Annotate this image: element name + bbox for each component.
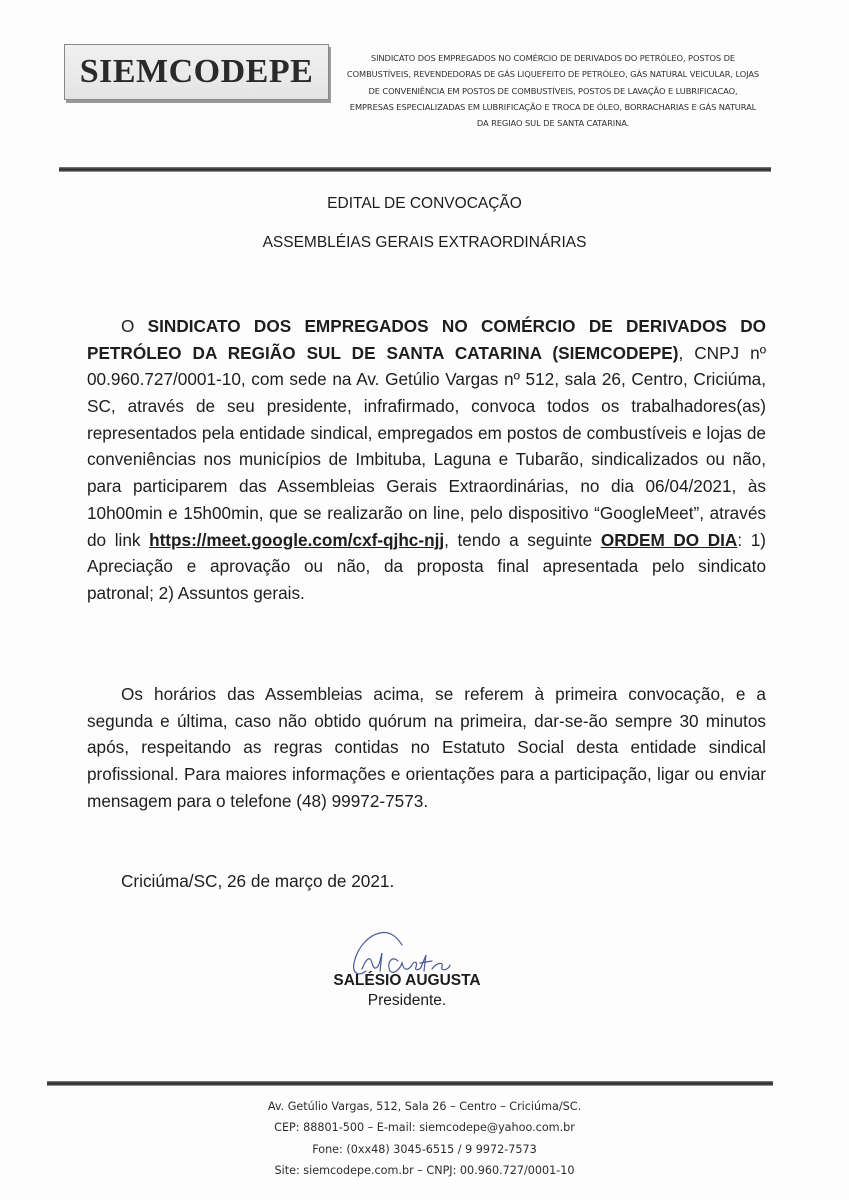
text: do link xyxy=(87,529,150,550)
union-name: SINDICATO DOS EMPREGADOS NO COMÉRCIO DE DERIVADOS DO xyxy=(147,316,766,336)
description-line: EMPRESAS ESPECIALIZADAS EM LUBRIFICAÇÃO E TROCA DE ÓLEO, BORRACHARIAS E GÁS NATURAL xyxy=(349,101,757,112)
paragraph-line: Apreciação e aprovação ou não, da proposta final apresentada pelo sindicato xyxy=(87,556,766,577)
paragraph-line: mensagem para o telefone (48) 99972-7573. xyxy=(87,790,429,811)
footer-contact xyxy=(0,1096,849,1181)
description-line: DA REGIAO SUL DE SANTA CATARINA. xyxy=(476,118,630,129)
union-name-cont: PETRÓLEO DA REGIÃO SUL DE SANTA CATARINA (SIEMCODEPE) xyxy=(87,342,679,363)
description-line: DE CONVENIÊNCIA EM POSTOS DE COMBUSTÍVEIS, POSTOS DE LAVAÇÃO E LUBRIFICACAO, xyxy=(368,85,738,96)
description-line: COMBUSTÍVEIS, REVENDEDORAS DE GÁS LIQUEFEITO DE PETRÓLEO, GÁS NATURAL VEICULAR, LOJAS xyxy=(346,69,760,80)
meeting-link[interactable]: https://meet.google.com/cxf-qjhc-njj xyxy=(149,529,445,550)
text: , tendo a seguinte xyxy=(444,529,601,550)
paragraph-line xyxy=(87,527,766,554)
text: , CNPJ nº xyxy=(678,342,766,363)
footer-phone: Fone: (0xx48) 3045-6515 / 9 9972-7573 xyxy=(312,1142,537,1156)
text: : 1) xyxy=(737,529,766,550)
paragraph-line: conveniências nos municípios de Imbituba, Laguna e Tubarão, sindicalizados ou não, xyxy=(87,449,766,470)
paragraph-line: 10h00min e 15h00min, que se realizarão on line, pelo dispositivo “GoogleMeet”, através xyxy=(87,502,766,523)
paragraph-line: representados pela entidade sindical, empregados em postos de combustíveis e lojas de xyxy=(87,422,766,443)
paragraph-line xyxy=(87,313,766,340)
footer-address: Av. Getúlio Vargas, 512, Sala 26 – Centro – Criciúma/SC. xyxy=(267,1100,582,1113)
paragraph-line: profissional. Para maiores informações e orientações para a participação, ligar ou enviar xyxy=(87,764,766,785)
paragraph-line: 00.960.727/0001-10, com sede na Av. Getúlio Vargas nº 512, sala 26, Centro, Criciúma, xyxy=(87,369,766,390)
paragraph-line: segunda e última, caso não obtido quórum na primeira, dar-se-ão sempre 30 minutos xyxy=(87,710,766,731)
document-subtitle: ASSEMBLÉIAS GERAIS EXTRAORDINÁRIAS xyxy=(262,234,587,251)
signatory-name: SALÉSIO AUGUSTA xyxy=(333,972,481,989)
logo-text: SIEMCODEPE xyxy=(79,53,314,90)
date-line: Criciúma/SC, 26 de março de 2021. xyxy=(121,871,395,891)
document-title: EDITAL DE CONVOCAÇÃO xyxy=(327,195,522,212)
header-divider xyxy=(59,167,771,172)
paragraph-line: SC, através de seu presidente, infrafirmado, convoca todos os trabalhadores(as) xyxy=(87,396,766,417)
description-line: SINDICATO DOS EMPREGADOS NO COMÉRCIO DE DERIVADOS DO PETRÓLEO, POSTOS DE xyxy=(370,53,736,63)
paragraph-line: para participarem das Assembleias Gerais Extraordinárias, no dia 06/04/2021, às xyxy=(87,476,766,497)
paragraph-line: após, respeitando as regras contidas no Estatuto Social desta entidade sindical xyxy=(87,737,766,758)
text: O xyxy=(121,316,148,336)
footer-divider xyxy=(47,1081,773,1086)
paragraph-line: Os horários das Assembleias acima, se referem à primeira convocação, e a xyxy=(121,684,766,704)
signatory-role: Presidente. xyxy=(367,992,447,1009)
paragraph-schedule xyxy=(87,681,766,814)
signature-block xyxy=(322,925,492,1015)
paragraph-convocation xyxy=(87,313,766,607)
paragraph-line xyxy=(87,340,766,367)
logo xyxy=(64,44,329,100)
footer-site-cnpj: Site: siemcodepe.com.br – CNPJ: 00.960.727/0001-10 xyxy=(274,1163,575,1177)
agenda-label: ORDEM DO DIA xyxy=(600,529,738,550)
organization-description xyxy=(333,50,773,131)
paragraph-line: patronal; 2) Assuntos gerais. xyxy=(87,582,305,603)
footer-cep-email: CEP: 88801-500 – E-mail: siemcodepe@yahoo.com.br xyxy=(274,1121,575,1135)
